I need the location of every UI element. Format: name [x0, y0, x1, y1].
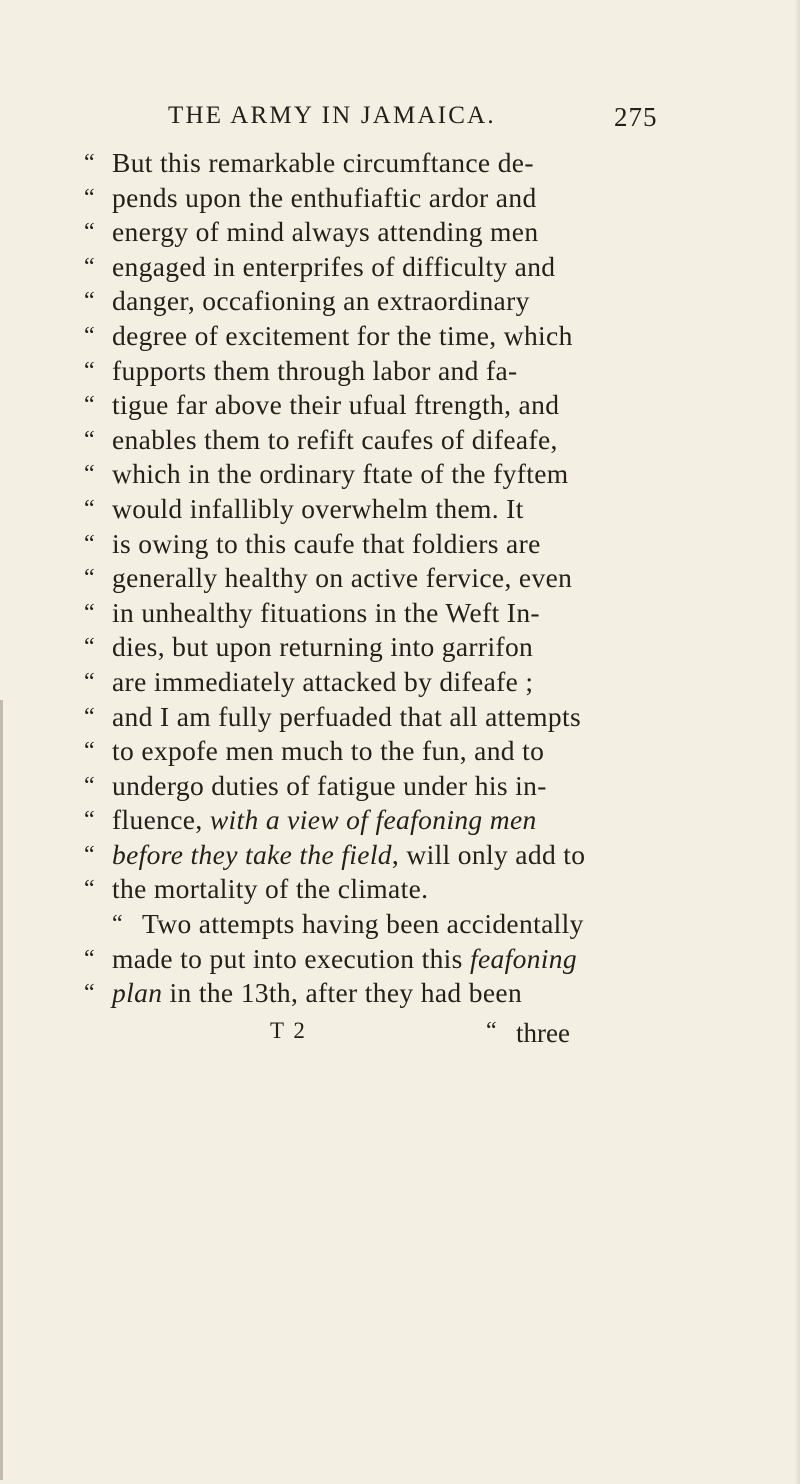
- line-text: tigue far above their ufual ftrength, and: [112, 389, 560, 421]
- roman-text: , will only add to: [391, 838, 586, 870]
- quote-mark: “: [84, 565, 95, 592]
- line-text: fupports them through labor and fa-: [112, 354, 518, 386]
- quote-mark: “: [84, 599, 95, 626]
- text-line: [0, 284, 800, 319]
- text-line: [0, 907, 800, 942]
- line-text: the mortality of the climate.: [112, 873, 429, 905]
- page-edge-shadow: [794, 0, 800, 1484]
- italic-text: feafoning: [469, 942, 577, 974]
- text-line: [0, 457, 800, 492]
- line-text: is owing to this caufe that foldiers are: [112, 527, 541, 559]
- quote-mark: “: [84, 876, 95, 903]
- quote-mark: “: [112, 911, 123, 938]
- italic-text: before they take the field: [112, 838, 392, 870]
- text-line: [0, 561, 800, 596]
- page-number: 275: [614, 102, 658, 132]
- quote-mark: “: [84, 530, 95, 557]
- text-line: [0, 630, 800, 665]
- quote-mark: “: [84, 841, 95, 868]
- text-line: [0, 250, 800, 285]
- line-text: danger, occafioning an extraordinary: [112, 285, 530, 317]
- quote-mark: “: [84, 253, 95, 280]
- line-text: to expofe men much to the fun, and to: [112, 735, 545, 767]
- italic-text: with a view of feafoning men: [209, 804, 537, 836]
- quote-mark: “: [84, 668, 95, 695]
- quote-mark: “: [84, 392, 95, 419]
- line-text: undergo duties of fatigue under his in-: [112, 769, 547, 801]
- running-header: [0, 98, 800, 142]
- line-text: [112, 976, 522, 1010]
- text-line: [0, 146, 800, 181]
- quote-mark: “: [84, 807, 95, 834]
- quote-mark: “: [84, 288, 95, 315]
- line-text: which in the ordinary ftate of the fyftem: [112, 458, 569, 490]
- text-line: [0, 181, 800, 216]
- text-line: [0, 838, 800, 873]
- text-line: [0, 215, 800, 250]
- text-line: [0, 319, 800, 354]
- running-title: THE ARMY IN JAMAICA.: [168, 102, 496, 129]
- text-line: [0, 665, 800, 700]
- line-text: enables them to refift caufes of difeafe,: [112, 423, 558, 455]
- line-text: would infallibly overwhelm them. It: [112, 492, 524, 524]
- line-text: [112, 838, 585, 872]
- text-line: [0, 872, 800, 907]
- quote-mark: “: [84, 219, 95, 246]
- line-text: But this remarkable circumftance de-: [112, 147, 534, 178]
- catchword: three: [516, 1018, 570, 1048]
- text-line: [0, 734, 800, 769]
- text-line: [0, 492, 800, 527]
- line-text: degree of excitement for the time, which: [112, 319, 573, 351]
- text-line: [0, 803, 800, 838]
- text-line: [0, 423, 800, 458]
- text-line: [0, 769, 800, 804]
- line-text: pends upon the enthufiaftic ardor and: [112, 181, 537, 213]
- quote-mark: “: [84, 703, 95, 730]
- roman-text: fluence,: [112, 804, 210, 836]
- text-line: [0, 976, 800, 1011]
- quote-mark: “: [84, 980, 95, 1007]
- text-line: [0, 388, 800, 423]
- quote-mark: “: [84, 357, 95, 384]
- catchword-quote-mark: “: [486, 1018, 497, 1044]
- line-text: engaged in enterprifes of difficulty and: [112, 250, 556, 282]
- quote-mark: “: [84, 461, 95, 488]
- quote-mark: “: [84, 150, 95, 176]
- text-line: [0, 596, 800, 631]
- roman-text: made to put into execution this: [112, 942, 470, 974]
- page-footer: [0, 1018, 800, 1054]
- signature-mark: T 2: [270, 1018, 307, 1043]
- line-text: and I am fully perfuaded that all attempts: [112, 700, 582, 732]
- text-line: [0, 700, 800, 735]
- quote-mark: “: [84, 495, 95, 522]
- quote-mark: “: [84, 772, 95, 799]
- text-line: [0, 527, 800, 562]
- text-line: [0, 942, 800, 977]
- binding-gutter-line: [0, 700, 3, 1480]
- quote-mark: “: [84, 184, 95, 211]
- italic-text: plan: [112, 977, 163, 1009]
- line-text: are immediately attacked by difeafe ;: [112, 665, 534, 697]
- line-text: energy of mind always attending men: [112, 216, 539, 248]
- line-text: generally healthy on active fervice, even: [112, 562, 573, 594]
- quote-mark: “: [84, 945, 95, 972]
- line-text: [112, 803, 537, 837]
- quote-mark: “: [84, 322, 95, 349]
- quote-mark: “: [84, 426, 95, 453]
- line-text: dies, but upon returning into garrifon: [112, 631, 534, 663]
- quote-mark: “: [84, 634, 95, 661]
- line-text: in unhealthy fituations in the Weft In-: [112, 596, 540, 628]
- text-line: [0, 354, 800, 389]
- page-text: [0, 146, 800, 1011]
- line-text: Two attempts having been accidentally: [142, 908, 584, 940]
- quote-mark: “: [84, 738, 95, 765]
- line-text: [112, 942, 577, 976]
- roman-text: in the 13th, after they had been: [162, 977, 523, 1009]
